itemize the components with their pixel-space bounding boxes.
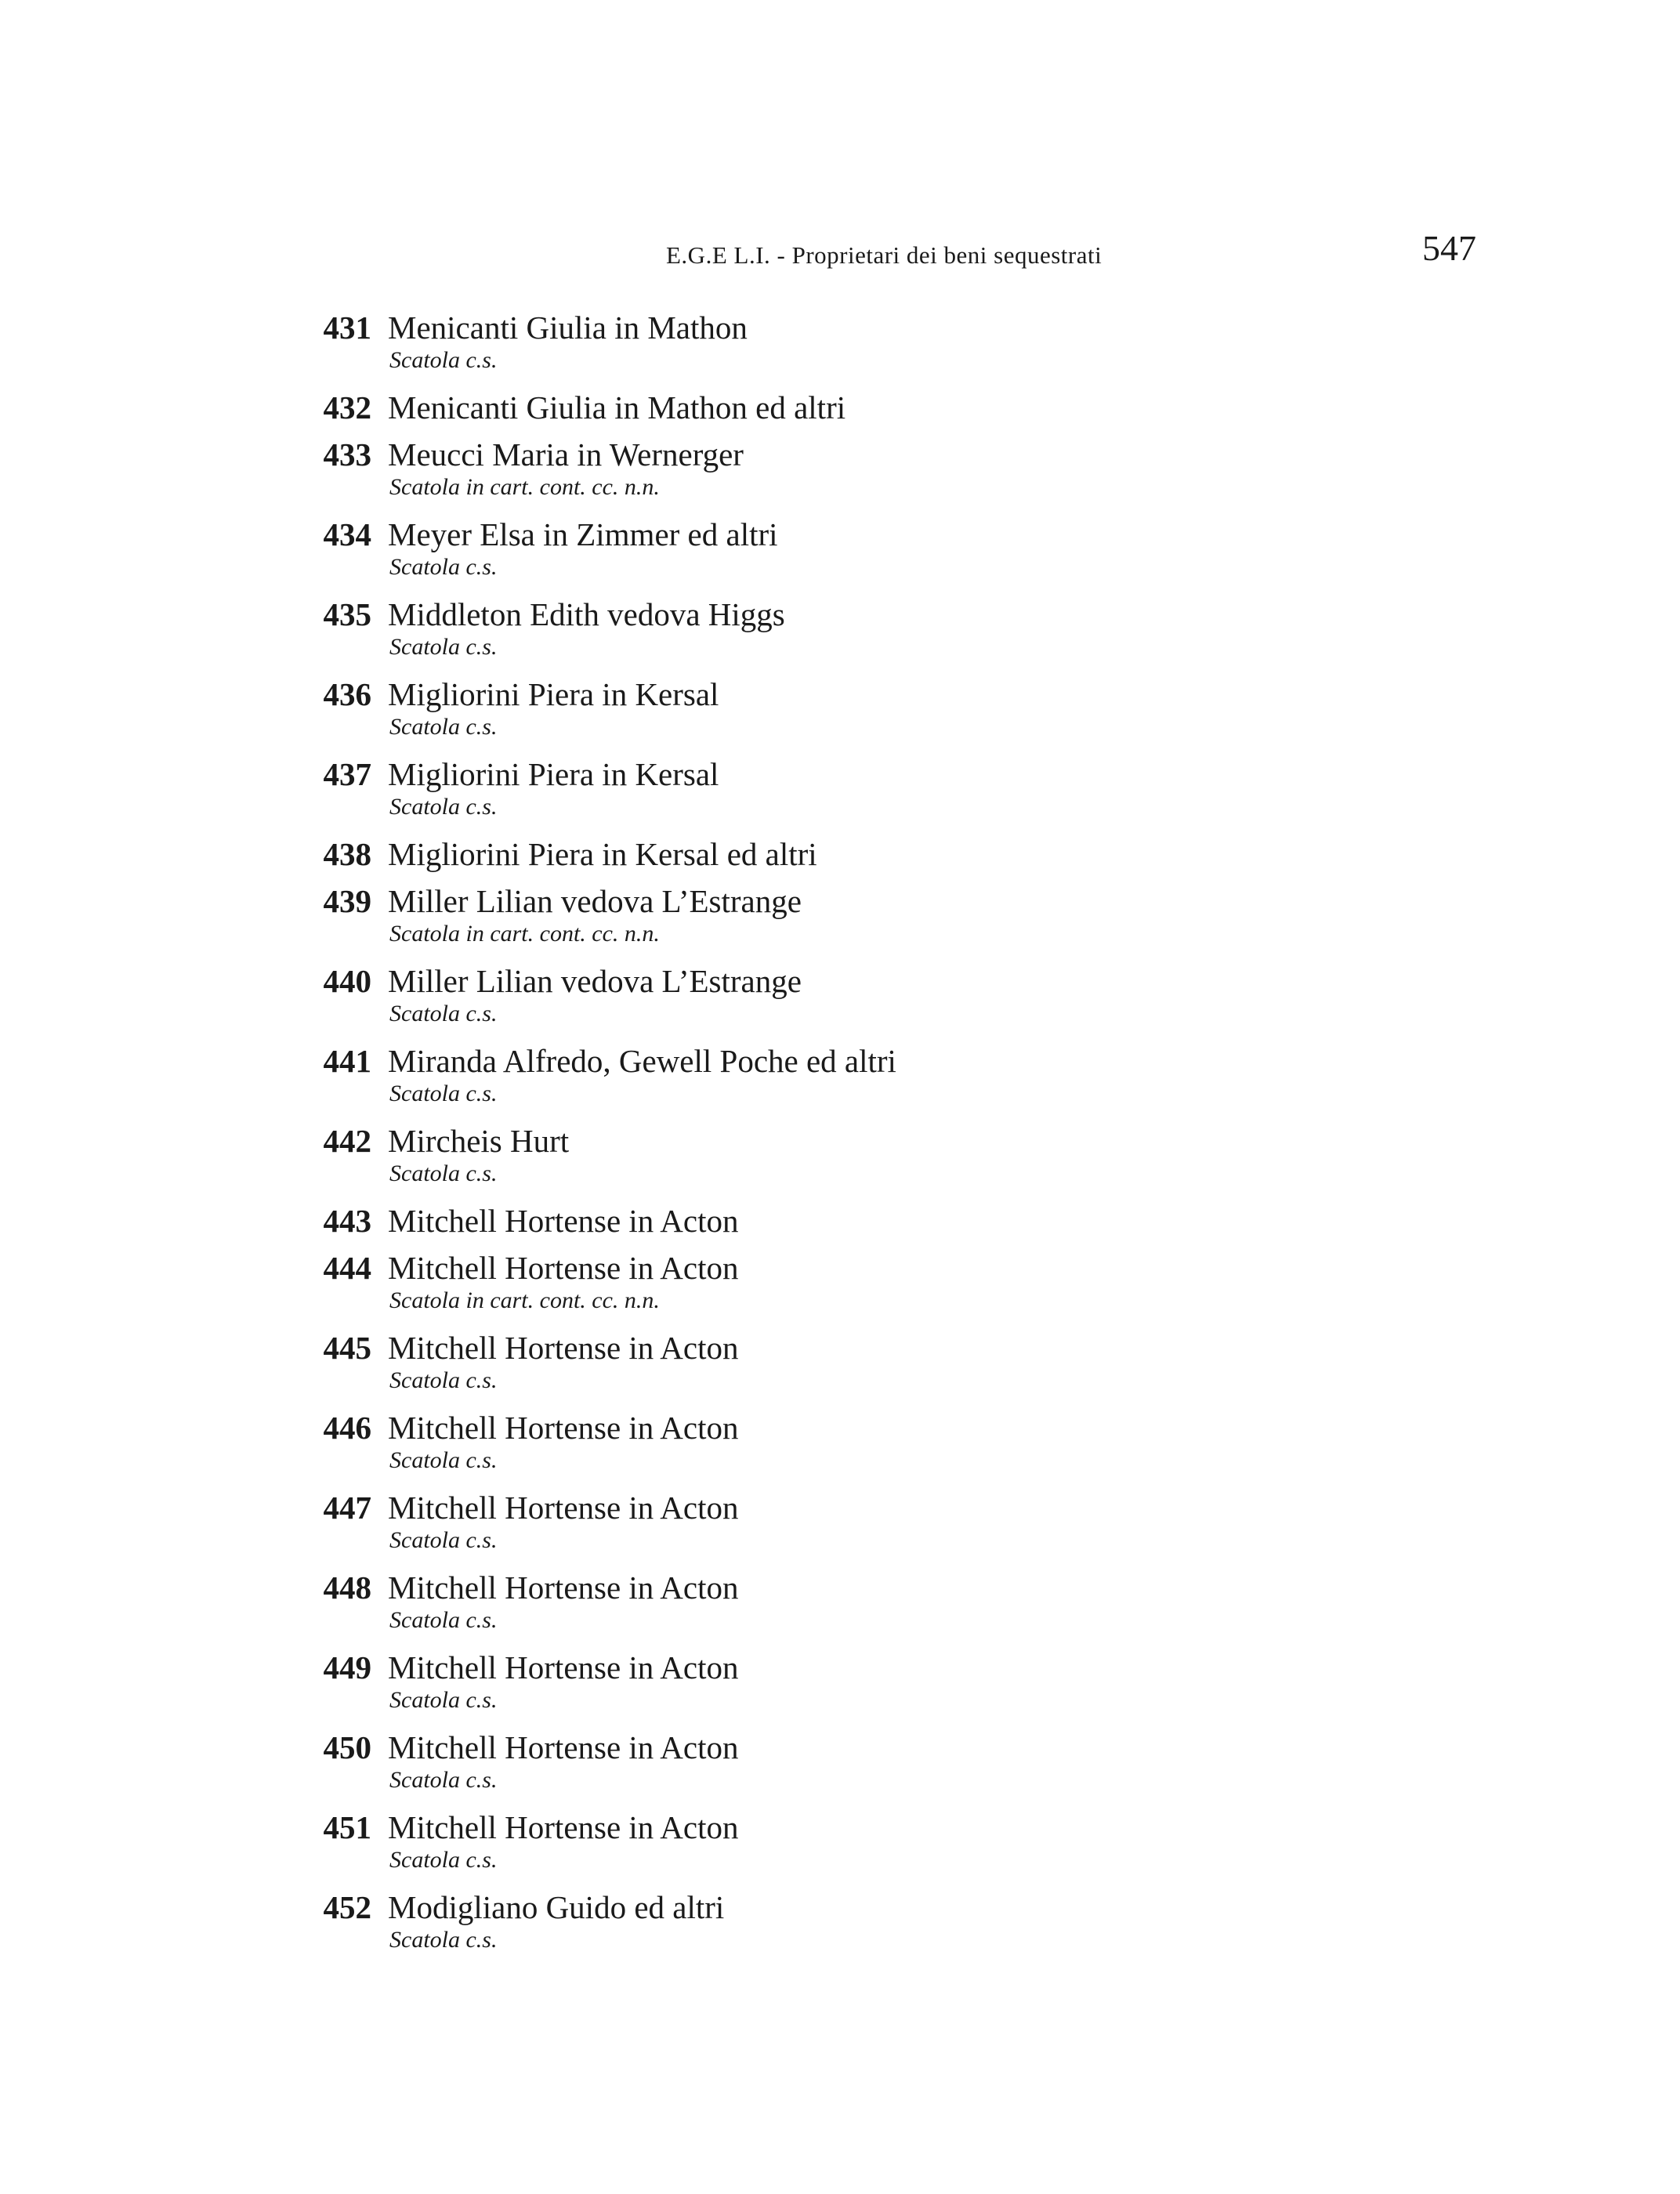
entry-note: Scatola c.s. xyxy=(389,1160,498,1186)
entry-note: Scatola c.s. xyxy=(389,1927,498,1953)
entry-number: 448 xyxy=(323,1569,371,1606)
list-item xyxy=(0,752,1680,832)
entry-note: Scatola c.s. xyxy=(389,1447,498,1473)
list-item xyxy=(0,1246,1680,1326)
entry-note: Scatola c.s. xyxy=(389,1607,498,1633)
entry-name: Middleton Edith vedova Higgs xyxy=(388,596,785,632)
entry-number: 433 xyxy=(323,436,371,472)
entry-note: Scatola c.s. xyxy=(389,1081,498,1106)
entry-note: Scatola c.s. xyxy=(389,1367,498,1393)
page-number: 547 xyxy=(1422,228,1476,268)
entry-note: Scatola c.s. xyxy=(389,1847,498,1873)
entry-name: Mircheis Hurt xyxy=(388,1123,570,1159)
entry-note: Scatola in cart. cont. cc. n.n. xyxy=(389,921,660,947)
list-item xyxy=(0,1119,1680,1199)
entry-name: Miranda Alfredo, Gewell Poche ed altri xyxy=(388,1043,896,1079)
page-header xyxy=(0,227,1680,282)
list-item xyxy=(0,1646,1680,1725)
list-item xyxy=(0,1406,1680,1486)
entry-note: Scatola c.s. xyxy=(389,714,498,740)
entry-name: Migliorini Piera in Kersal xyxy=(388,756,719,792)
list-item xyxy=(0,1805,1680,1885)
list-item xyxy=(0,1566,1680,1646)
entry-name: Menicanti Giulia in Mathon ed altri xyxy=(388,389,846,425)
entry-number: 438 xyxy=(323,836,371,872)
entry-name: Miller Lilian vedova L’Estrange xyxy=(388,883,802,919)
entry-note: Scatola c.s. xyxy=(389,1687,498,1713)
entry-name: Mitchell Hortense in Acton xyxy=(388,1649,739,1685)
entry-number: 437 xyxy=(323,756,371,792)
entry-note: Scatola c.s. xyxy=(389,794,498,820)
entry-number: 450 xyxy=(323,1729,371,1765)
entry-note: Scatola c.s. xyxy=(389,1527,498,1553)
entry-number: 436 xyxy=(323,676,371,712)
running-head: E.G.E L.I. - Proprietari dei beni sequestrati xyxy=(666,241,1102,269)
entry-name: Miller Lilian vedova L’Estrange xyxy=(388,963,802,999)
entry-name: Mitchell Hortense in Acton xyxy=(388,1250,739,1286)
entry-number: 446 xyxy=(323,1410,371,1446)
entry-name: Migliorini Piera in Kersal xyxy=(388,676,719,712)
entry-note: Scatola in cart. cont. cc. n.n. xyxy=(389,474,660,500)
list-item xyxy=(0,1039,1680,1119)
list-item xyxy=(0,433,1680,512)
entry-number: 442 xyxy=(323,1123,371,1159)
list-item xyxy=(0,959,1680,1039)
entry-note: Scatola c.s. xyxy=(389,1001,498,1026)
list-item xyxy=(0,1725,1680,1805)
entry-name: Mitchell Hortense in Acton xyxy=(388,1203,739,1239)
entry-name: Mitchell Hortense in Acton xyxy=(388,1410,739,1446)
list-item xyxy=(0,1326,1680,1406)
entry-name: Mitchell Hortense in Acton xyxy=(388,1809,739,1845)
entry-name: Mitchell Hortense in Acton xyxy=(388,1569,739,1606)
list-item xyxy=(0,1486,1680,1566)
entry-number: 439 xyxy=(323,883,371,919)
list-item xyxy=(0,592,1680,672)
entry-note: Scatola c.s. xyxy=(389,554,498,580)
entry-name: Mitchell Hortense in Acton xyxy=(388,1330,739,1366)
list-item xyxy=(0,1199,1680,1246)
entry-note: Scatola c.s. xyxy=(389,634,498,660)
entry-note: Scatola c.s. xyxy=(389,1767,498,1793)
entry-number: 449 xyxy=(323,1649,371,1685)
list-item xyxy=(0,832,1680,879)
entry-name: Mitchell Hortense in Acton xyxy=(388,1490,739,1526)
entry-name: Meucci Maria in Wernerger xyxy=(388,436,744,472)
entry-number: 441 xyxy=(323,1043,371,1079)
entry-number: 447 xyxy=(323,1490,371,1526)
entry-number: 432 xyxy=(323,389,371,425)
entry-number: 445 xyxy=(323,1330,371,1366)
entry-number: 431 xyxy=(323,310,371,346)
entry-note: Scatola in cart. cont. cc. n.n. xyxy=(389,1287,660,1313)
entry-note: Scatola c.s. xyxy=(389,347,498,373)
list-item xyxy=(0,672,1680,752)
list-item xyxy=(0,879,1680,959)
entry-number: 452 xyxy=(323,1889,371,1925)
entry-name: Modigliano Guido ed altri xyxy=(388,1889,725,1925)
entry-name: Meyer Elsa in Zimmer ed altri xyxy=(388,516,778,552)
list-item xyxy=(0,386,1680,433)
entry-name: Migliorini Piera in Kersal ed altri xyxy=(388,836,817,872)
entry-number: 434 xyxy=(323,516,371,552)
list-item xyxy=(0,306,1680,386)
list-item xyxy=(0,512,1680,592)
entry-name: Mitchell Hortense in Acton xyxy=(388,1729,739,1765)
entry-name: Menicanti Giulia in Mathon xyxy=(388,310,748,346)
entry-number: 444 xyxy=(323,1250,371,1286)
entry-number: 440 xyxy=(323,963,371,999)
entry-list xyxy=(0,306,1680,1965)
list-item xyxy=(0,1885,1680,1965)
entry-number: 435 xyxy=(323,596,371,632)
entry-number: 451 xyxy=(323,1809,371,1845)
entry-number: 443 xyxy=(323,1203,371,1239)
